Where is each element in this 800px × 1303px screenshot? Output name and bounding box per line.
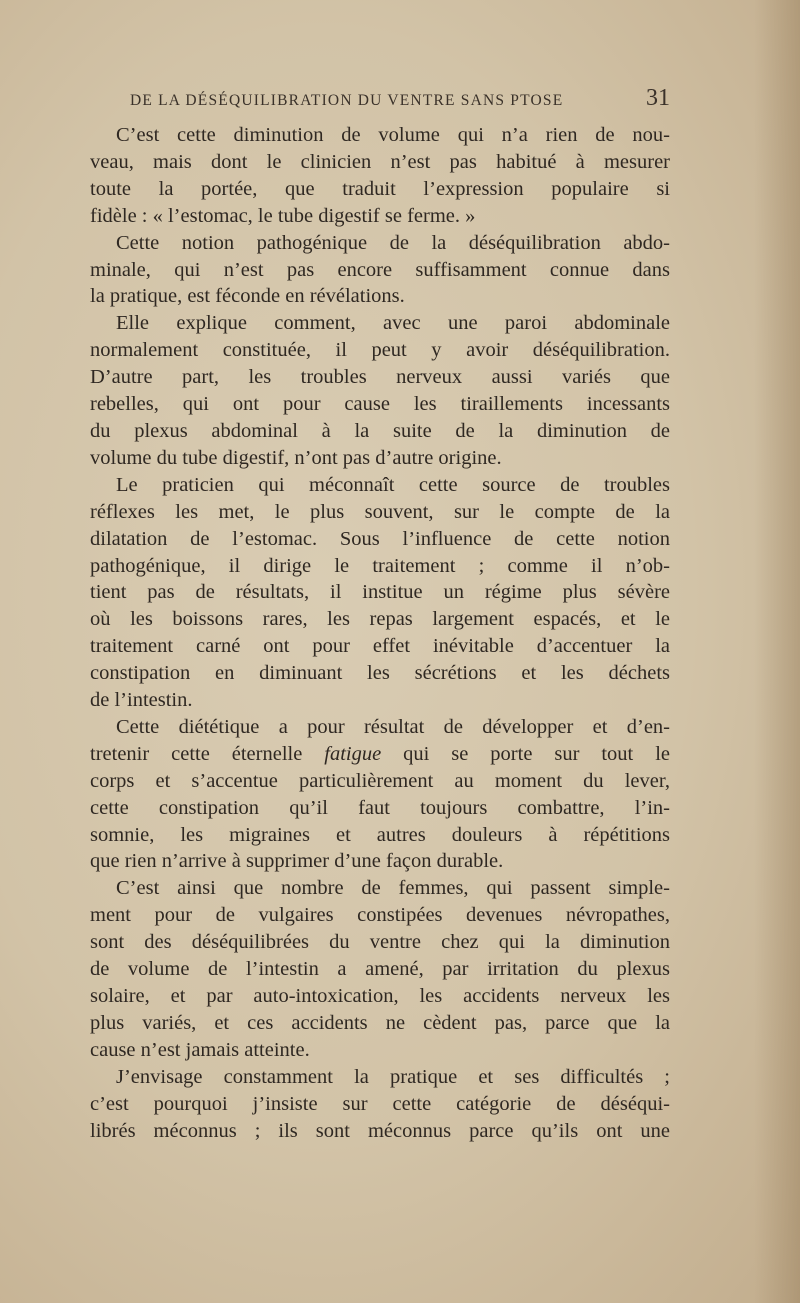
text-line: fidèle : « l’estomac, le tube digestif se ferme. »: [90, 204, 476, 227]
text-line: normalement constituée, il peut y avoir déséquilibration.: [90, 339, 670, 362]
text-line: sont des déséquilibrées du ventre chez qui la diminution: [90, 931, 670, 954]
text-line: tient pas de résultats, il institue un régime plus sévère: [90, 581, 670, 604]
running-title: DE LA DÉSÉQUILIBRATION DU VENTRE SANS PTOSE: [130, 92, 564, 109]
text-line: librés méconnus ; ils sont méconnus parce qu’ils ont une: [90, 1119, 670, 1142]
text-line: cause n’est jamais atteinte.: [90, 1038, 310, 1061]
text-line: dilatation de l’estomac. Sous l’influence de cette notion: [90, 527, 670, 550]
text-line: plus variés, et ces accidents ne cèdent pas, parce que la: [90, 1011, 670, 1034]
text-line: de volume de l’intestin a amené, par irritation du plexus: [90, 958, 670, 981]
text-line: C’est ainsi que nombre de femmes, qui passent simple-: [116, 877, 670, 900]
text-line: toute la portée, que traduit l’expression populaire si: [90, 177, 670, 200]
text-line: constipation en diminuant les sécrétions et les déchets: [90, 662, 670, 685]
italic-word: fatigue: [324, 742, 382, 765]
text-line: C’est cette diminution de volume qui n’a rien de nou-: [116, 124, 670, 146]
text-line: que rien n’arrive à supprimer d’une façon durable.: [90, 850, 504, 873]
text-line: somnie, les migraines et autres douleurs à répétitions: [90, 823, 670, 846]
text-line: de l’intestin.: [90, 689, 193, 712]
page-number: 31: [646, 85, 670, 111]
text-line: c’est pourquoi j’insiste sur cette catégorie de déséqui-: [90, 1092, 670, 1115]
text-fragment: tretenir cette éternelle: [90, 742, 325, 765]
text-line: veau, mais dont le clinicien n’est pas habitué à mesurer: [90, 150, 670, 173]
text-line: Elle explique comment, avec une paroi abdominale: [116, 312, 670, 335]
text-line: Cette notion pathogénique de la déséquilibration abdo-: [116, 231, 670, 254]
text-line: solaire, et par auto-intoxication, les accidents nerveux les: [90, 985, 670, 1007]
text-line: J’envisage constamment la pratique et ses difficultés ;: [116, 1065, 670, 1088]
text-fragment: qui se porte sur tout le: [381, 742, 670, 765]
body-text: [90, 122, 670, 1144]
text-line: pathogénique, il dirige le traitement ; comme il n’ob-: [90, 554, 670, 577]
text-line: [90, 741, 670, 768]
text-line: minale, qui n’est pas encore suffisamment connue dans: [90, 258, 670, 281]
text-line: Le praticien qui méconnaît cette source de troubles: [116, 473, 670, 496]
text-line: corps et s’accentue particulièrement au moment du lever,: [90, 769, 670, 792]
text-line: où les boissons rares, les repas largement espacés, et le: [90, 608, 670, 631]
text-line: rebelles, qui ont pour cause les tiraillements incessants: [90, 393, 670, 416]
text-line: du plexus abdominal à la suite de la diminution de: [90, 419, 670, 442]
text-line: Cette diététique a pour résultat de développer et d’en-: [116, 715, 670, 738]
text-line: la pratique, est féconde en révélations.: [90, 285, 405, 308]
page-edge-shadow: [754, 0, 800, 1303]
text-line: volume du tube digestif, n’ont pas d’autre origine.: [90, 446, 502, 469]
text-line: cette constipation qu’il faut toujours combattre, l’in-: [90, 796, 670, 819]
text-line: réflexes les met, le plus souvent, sur le compte de la: [90, 500, 670, 523]
text-line: D’autre part, les troubles nerveux aussi variés que: [90, 366, 670, 389]
text-line: traitement carné ont pour effet inévitable d’accentuer la: [90, 635, 670, 658]
text-line: ment pour de vulgaires constipées devenues névropathes,: [90, 904, 670, 927]
